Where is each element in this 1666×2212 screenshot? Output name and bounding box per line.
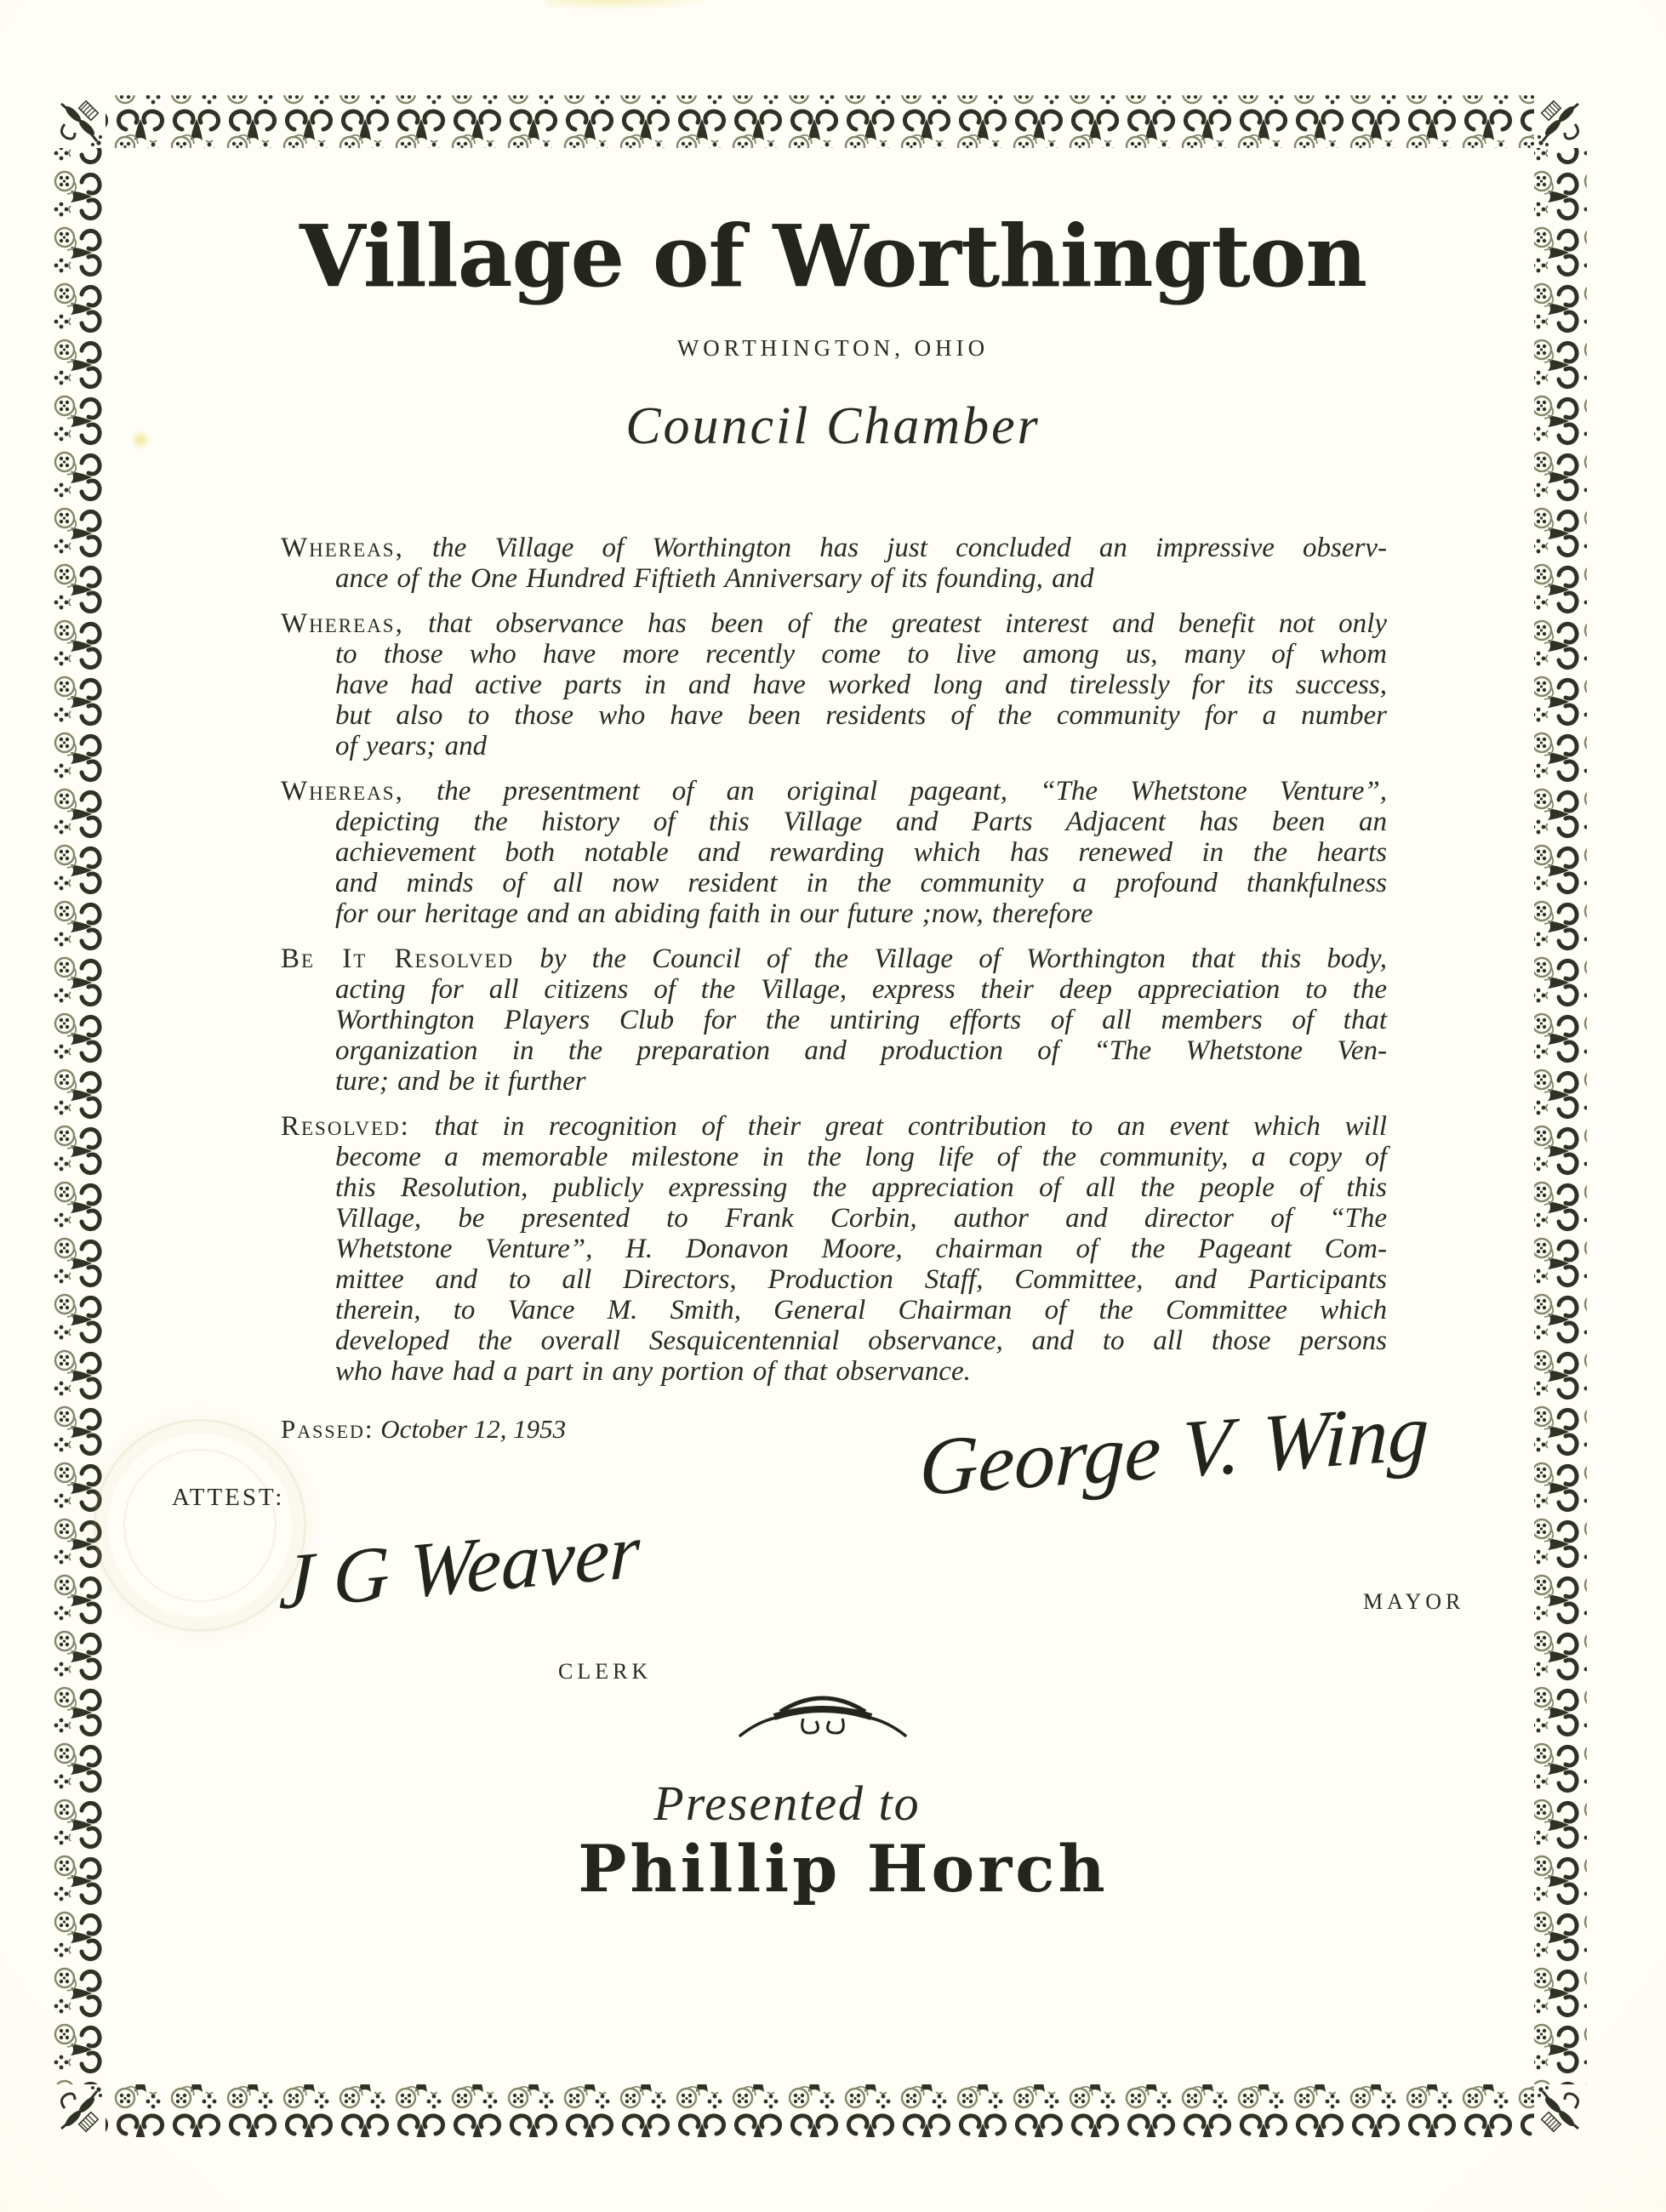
passed-label: Passed: (281, 1414, 374, 1444)
paragraph-line: Village, be presented to Frank Corbin, author and director of “The (335, 1203, 1387, 1234)
paragraph-be-it-resolved (281, 944, 1387, 1097)
passed-date-line (281, 1414, 566, 1445)
page-title: Village of Worthington (299, 206, 1367, 306)
resolution-body (281, 533, 1387, 1401)
paragraph-line: achievement both notable and rewarding which has renewed in the hearts (335, 837, 1387, 868)
mayor-signature: George V. Wing (917, 1385, 1431, 1514)
paragraph-line: who have had a part in any portion of that observance. (335, 1356, 971, 1387)
paragraph-whereas-2 (281, 608, 1387, 761)
paragraph-line: depicting the history of this Village and Parts Adjacent has been an (335, 807, 1387, 837)
paragraph-line: and minds of all now resident in the community a profound thankfulness (335, 868, 1387, 898)
paragraph-line: become a memorable milestone in the long life of the community, a copy of (335, 1142, 1387, 1172)
paragraph-line: organization in the preparation and production of “The Whetstone Ven- (335, 1035, 1387, 1066)
paragraph-line: the Village of Worthington has just concluded an impressive observ- (432, 533, 1388, 563)
recipient-name: Phillip Horch (578, 1831, 1109, 1907)
paragraph-line: have had active parts in and have worked long and tirelessly for its success, (335, 670, 1387, 700)
page-subtitle: WORTHINGTON, OHIO (676, 335, 990, 361)
mayor-title-label: MAYOR (1363, 1589, 1465, 1614)
paragraph-line: ance of the One Hundred Fiftieth Anniversary of its founding, and (335, 563, 1094, 594)
paragraph-line: ture; and be it further (335, 1066, 586, 1097)
paragraph-line: that observance has been of the greatest interest and benefit not only (428, 608, 1388, 639)
paragraph-line: Worthington Players Club for the untiring efforts of all members of that (335, 1005, 1387, 1035)
paragraph-line: for our heritage and an abiding faith in our future ;now, therefore (335, 898, 1093, 929)
section-heading: Council Chamber (625, 397, 1041, 455)
paragraph-line: Whetstone Venture”, H. Donavon Moore, chairman of the Pageant Com- (335, 1234, 1387, 1264)
paragraph-line: developed the overall Sesquicentennial observance, and to all those persons (335, 1325, 1387, 1356)
attest-label: ATTEST: (172, 1484, 285, 1511)
paragraph-line: of years; and (335, 731, 488, 761)
paragraph-whereas-1 (281, 533, 1387, 594)
paragraph-line: mittee and to all Directors, Production Staff, Committee, and Participants (335, 1264, 1387, 1295)
clerk-signature: J G Weaver (278, 1507, 641, 1626)
be-it-resolved-keyword: Be It Resolved (281, 944, 515, 974)
paragraph-line: therein, to Vance M. Smith, General Chairman of the Committee which (335, 1295, 1387, 1325)
whereas-keyword: Whereas, (281, 533, 404, 563)
paragraph-line: to those who have more recently come to live among us, many of whom (335, 639, 1387, 670)
paragraph-line: but also to those who have been residents of the community for a number (335, 700, 1387, 731)
whereas-keyword: Whereas, (281, 608, 404, 639)
flourish-ornament (733, 1683, 912, 1742)
presented-to-line: Presented to (653, 1776, 921, 1831)
paragraph-line: that in recognition of their great contribution to an event which will (434, 1111, 1387, 1142)
paragraph-line: the presentment of an original pageant, “The Whetstone Venture”, (436, 776, 1387, 807)
whereas-keyword: Whereas, (281, 776, 404, 807)
paragraph-whereas-3 (281, 776, 1387, 929)
paragraph-line: this Resolution, publicly expressing the appreciation of all the people of this (335, 1172, 1387, 1203)
paragraph-line: by the Council of the Village of Worthington that this body, (539, 944, 1388, 974)
resolved-keyword: Resolved: (281, 1111, 410, 1142)
passed-date: October 12, 1953 (380, 1414, 567, 1444)
clerk-title-label: CLERK (558, 1659, 653, 1684)
paragraph-resolved (281, 1111, 1387, 1387)
paragraph-line: acting for all citizens of the Village, express their deep appreciation to the (335, 974, 1387, 1005)
